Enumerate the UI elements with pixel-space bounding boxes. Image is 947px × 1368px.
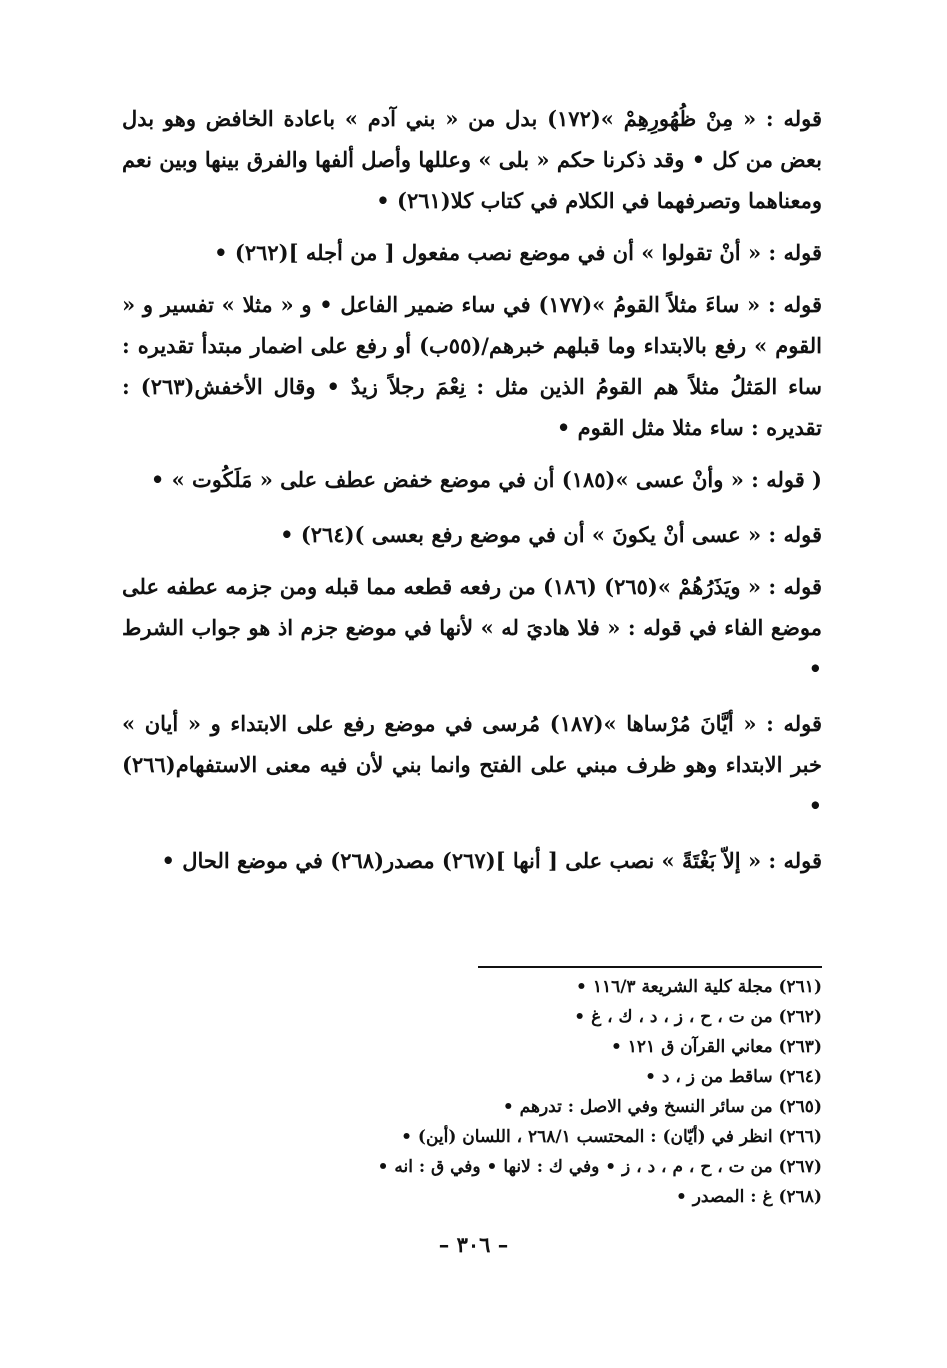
footnotes (122, 972, 822, 1212)
paragraph: قوله : « مِنْ ظُهُورِهِمْ »(١٧٢) بدل من « بني آدم » باعادة الخافض وهو بدل بعض من كل • وقد ذكرنا حكم « بلى » وعللها وأصل ألفها والفرق بينها وبين نعم ومعناهما وتصرفهما في الكلام في كتاب كلا(٢٦١) • (122, 106, 822, 213)
footnote: (٢٦٤) ساقط من ز ، د • (645, 1067, 822, 1087)
footnote: (٢٦٥) من سائر النسخ وفي الاصل : تدرهم • (502, 1097, 822, 1117)
main-text (122, 98, 822, 892)
footnote: (٢٦١) مجلة كلية الشريعة ١١٦/٣ • (576, 977, 822, 997)
footnote: (٢٦٦) انظر في (أيّان) : المحتسب ٢٦٨/١ ، اللسان (أين) • (401, 1127, 822, 1147)
paragraph: قوله : « عسى أنْ يكونَ » أن في موضع رفع بعسى )(٢٦٤) • (280, 522, 822, 547)
paragraph: قوله : « أيَّانَ مُرْساها »(١٨٧) مُرسى في موضع رفع على الابتداء و « أيان » خبر الابتداء وهو ظرف مبني على الفتح وانما بني لأن فيه معنى الاستفهام(٢٦٦) • (122, 711, 822, 818)
paragraph: ( قوله : « وأنْ عسى »(١٨٥) أن في موضع خفض عطف على « مَلَكُوت » • (150, 467, 822, 492)
footnote: (٢٦٢) من ت ، ح ، ز ، د ، ك ، غ • (574, 1007, 822, 1027)
page-number: – ٣٠٦ – (438, 1232, 509, 1257)
paragraph: قوله : « ساءَ مثلاً القومُ »(١٧٧) في ساء ضمير الفاعل • و « مثلا » تفسير و « القوم » رفع بالابتداء وما قبلهم خبرهم/(٥٥ب) أو رفع على اضمار مبتدأ تقديره : ساء المَثلُ مثلاً هم القومُ الذين مثل : نِعْمَ رجلاً زيدٌ • وقال الأخفش(٢٦٣) : تقديره : ساء مثلا مثل القوم • (122, 292, 823, 440)
footnote-divider (478, 966, 822, 968)
paragraph: قوله : « أنْ تقولوا » أن في موضع نصب مفعول [ من أجله ](٢٦٢) • (214, 240, 822, 265)
footnote: (٢٦٣) معاني القرآن ق ١٢١ • (610, 1037, 822, 1057)
paragraph: قوله : « ويَذَرُهُمْ »(٢٦٥) (١٨٦) من رفعه قطعه مما قبله ومن جزمه عطفه على موضع الفاء في قوله : « فلا هاديَ له » لأنها في موضع جزم اذ هو جواب الشرط • (122, 574, 823, 681)
footnote: (٢٦٨) غ : المصدر • (675, 1187, 822, 1207)
footnote: (٢٦٧) من ت ، ح ، م ، د ، ز • وفي ك : لانها • وفي ق : انه • (377, 1157, 822, 1177)
paragraph: قوله : « إلاّ بَغْتَةً » نصب على [ أنها ](٢٦٧) مصدر(٢٦٨) في موضع الحال • (161, 848, 822, 873)
